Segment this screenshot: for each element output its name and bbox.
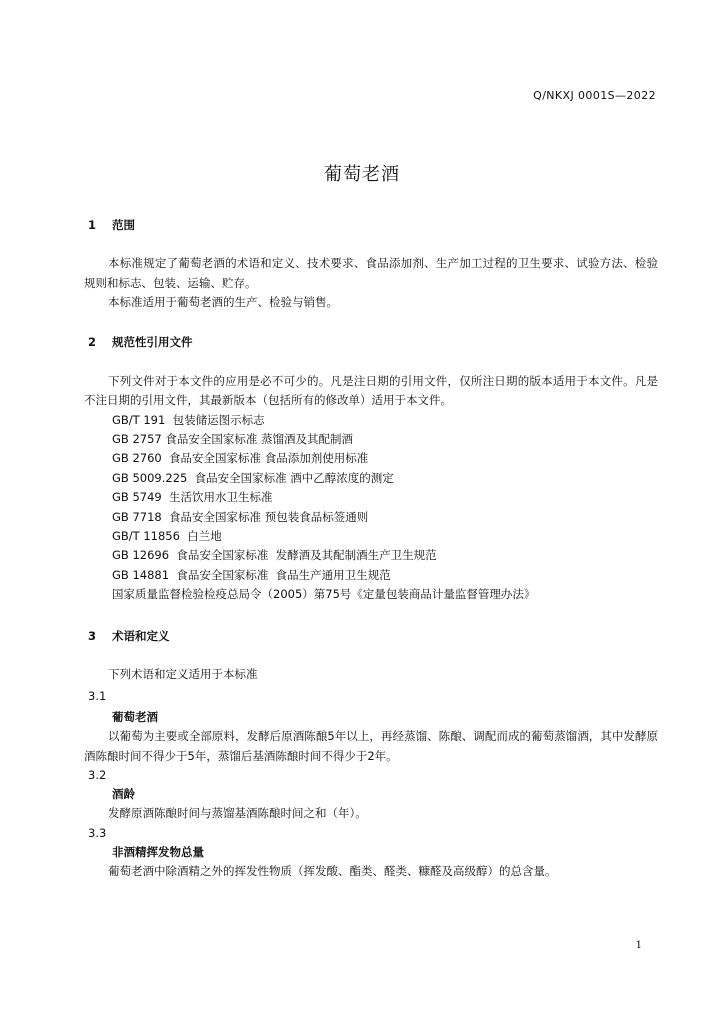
term-definition: 葡萄老酒中除酒精之外的挥发性物质（挥发酸、酯类、醛类、糠醛及高级醇）的总含量。 (108, 863, 557, 878)
reference-item: GB 5749 生活饮用水卫生标准 (112, 490, 273, 505)
paragraph: 下列文件对于本文件的应用是必不可少的。凡是注日期的引用文件，仅所注日期的版本适用于本文件。凡是不注日期的引用文件，其最新版本（包括所有的修改单）适用于本文件。 (84, 373, 658, 407)
reference-list (112, 411, 658, 605)
reference-item: GB 2760 食品安全国家标准 食品添加剂使用标准 (112, 451, 369, 466)
section-number: 1 (88, 218, 97, 232)
document-body (84, 216, 658, 881)
section-number: 2 (88, 334, 97, 349)
reference-item: GB 7718 食品安全国家标准 预包装食品标签通则 (112, 509, 369, 524)
term-number: 3.1 (88, 689, 107, 704)
term-number: 3.2 (88, 768, 107, 783)
section-title: 术语和定义 (112, 628, 170, 643)
reference-item: GB 12696 食品安全国家标准 发酵酒及其配制酒生产卫生规范 (112, 548, 437, 563)
section-heading-terms (88, 627, 658, 645)
term-entry (84, 687, 658, 766)
reference-item: GB/T 11856 白兰地 (112, 528, 222, 543)
paragraph: 本标准适用于葡萄老酒的生产、检验与销售。 (108, 295, 338, 309)
term-name: 葡萄老酒 (112, 710, 158, 725)
document-title: 葡萄老酒 (324, 164, 400, 185)
term-definition: 以葡萄为主要或全部原料，发酵后原酒陈酿5年以上，再经蒸馏、陈酿、调配而成的葡萄蒸馏酒，其中发酵原酒陈酿时间不得少于5年，蒸馏后基酒陈酿时间不得少于2年。 (84, 729, 658, 763)
term-name: 酒龄 (112, 787, 135, 802)
reference-item: GB 2757 食品安全国家标准 蒸馏酒及其配制酒 (112, 431, 354, 446)
term-name: 非酒精挥发物总量 (112, 844, 204, 859)
reference-item: GB/T 191 包装储运图示标志 (112, 412, 265, 427)
section-title: 规范性引用文件 (112, 334, 193, 349)
term-definition: 发酵原酒陈酿时间与蒸馏基酒陈酿时间之和（年）。 (108, 806, 367, 821)
section-heading-scope (88, 216, 658, 234)
term-number: 3.3 (88, 825, 107, 840)
page-number: 1 (635, 940, 642, 951)
term-entry (88, 824, 658, 882)
term-entry (88, 766, 658, 824)
paragraph: 下列术语和定义适用于本标准 (108, 666, 258, 681)
section-number: 3 (88, 628, 97, 643)
standard-number: Q/NKXJ 0001S—2022 (533, 89, 656, 102)
reference-item: GB 5009.225 食品安全国家标准 酒中乙醇浓度的测定 (112, 470, 394, 485)
reference-item: GB 14881 食品安全国家标准 食品生产通用卫生规范 (112, 567, 391, 582)
section-heading-normative-refs (88, 333, 658, 351)
section-title: 范围 (112, 218, 136, 232)
reference-item: 国家质量监督检验检疫总局令（2005）第75号《定量包装商品计量监督管理办法》 (112, 587, 536, 602)
paragraph: 本标准规定了葡萄老酒的术语和定义、技术要求、食品添加剂、生产加工过程的卫生要求、试验方法、检验规则和标志、包装、运输、贮存。 (84, 256, 658, 290)
